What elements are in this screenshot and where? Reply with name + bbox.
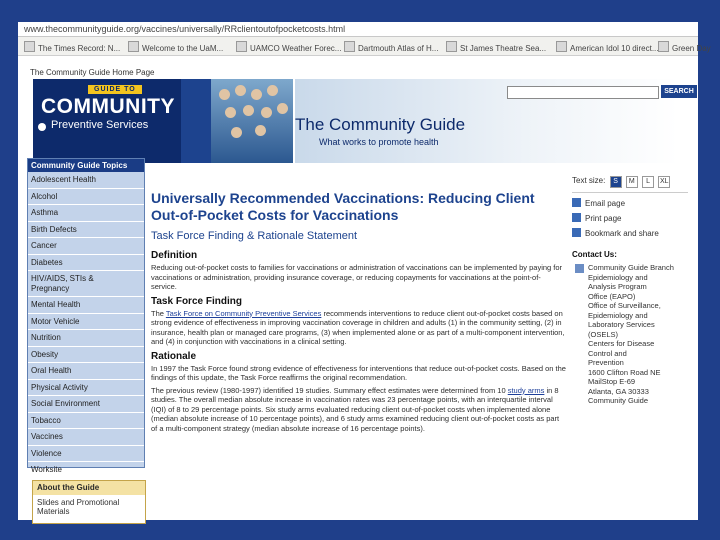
sidebar-item-diabetes[interactable]: Diabetes <box>28 255 144 272</box>
search-button[interactable]: SEARCH <box>661 85 697 98</box>
email-page-link[interactable]: Email page <box>572 198 688 208</box>
finding-heading: Task Force Finding <box>151 295 242 307</box>
bookmark-icon <box>572 228 581 237</box>
group-photo <box>211 79 293 163</box>
search-input[interactable] <box>507 86 659 99</box>
text-size-xl-button[interactable]: XL <box>658 176 670 188</box>
building-icon <box>575 264 584 273</box>
bookmark-item[interactable]: Dartmouth Atlas of H... <box>344 41 438 53</box>
rationale-heading: Rationale <box>151 350 197 362</box>
bookmark-item[interactable]: UAMCO Weather Forec... <box>236 41 341 53</box>
text-size-m-button[interactable]: M <box>626 176 638 188</box>
page-icon <box>556 41 567 52</box>
about-box <box>32 480 146 524</box>
contact-address: Community Guide Branch Epidemiology and Analysis Program Office (EAPO) Office of Surveillance, Epidemiology and Laboratory Services (OSELS) Centers for Disease Control and Prevention 1600 Clifton Road NE MailStop E-69 Atlanta, GA 30333 Community Guide <box>588 263 688 406</box>
finding-text: The Task Force on Community Preventive Services recommends interventions to reduce client out-of-pocket costs based on strong evidence of effectiveness in improving vaccination coverage in children and adults (1) in the community setting, (2) in insurance, health plan or managed care programs, (3) when implemented alone or as part of a multi-component intervention, and (4) in conjunction with vaccinations in a clinical setting. <box>151 308 565 346</box>
printer-icon <box>572 213 581 222</box>
bookmark-item[interactable]: American Idol 10 direct... <box>556 41 658 53</box>
text-size-l-button[interactable]: L <box>642 176 654 188</box>
home-page-link[interactable]: The Community Guide Home Page <box>30 68 155 77</box>
sidebar-item-nutrition[interactable]: Nutrition <box>28 330 144 347</box>
sidebar-item-adolescent-health[interactable]: Adolescent Health <box>28 172 144 189</box>
site-logo[interactable] <box>33 79 181 163</box>
right-panel <box>572 176 688 406</box>
logo-community: COMMUNITY <box>41 95 175 118</box>
page-icon <box>446 41 457 52</box>
page-subtitle: Task Force Finding & Rationale Statement <box>151 230 358 242</box>
sidebar-item-mental-health[interactable]: Mental Health <box>28 297 144 314</box>
sidebar-item-physical-activity[interactable]: Physical Activity <box>28 380 144 397</box>
slides-link[interactable]: Slides and Promotional Materials <box>37 498 120 516</box>
sidebar-item-birth-defects[interactable]: Birth Defects <box>28 222 144 239</box>
sidebar-item-tobacco[interactable]: Tobacco <box>28 413 144 430</box>
bookmarks-bar <box>18 37 711 56</box>
sidebar-item-oral-health[interactable]: Oral Health <box>28 363 144 380</box>
bookmark-item[interactable]: The Times Record: N... <box>24 41 120 53</box>
address-bar[interactable] <box>18 22 698 37</box>
browser-page <box>18 22 711 520</box>
sidebar-item-vaccines[interactable]: Vaccines <box>28 429 144 446</box>
sidebar-item-motor-vehicle[interactable]: Motor Vehicle <box>28 314 144 331</box>
rationale-text-2: The previous review (1980-1997) identified 19 studies. Summary effect estimates were determined from 10 study arms in 8 studies. The overall median absolute increase in vaccination rates was 23 percentage points, with an interquartile interval (IQI) of 8 to 29 percentage points. Six study arms evaluated reducing client out-of-pocket costs when implemented alone (median absolute increase of 10 percentage points), and 6 study arms examined reducing client out-of-pocket costs as part of a multi-component strategy (median absolute increase of 16 percentage points). <box>151 385 560 433</box>
bookmark-item[interactable]: Welcome to the UaM... <box>128 41 223 53</box>
bookmark-item[interactable]: St James Theatre Sea... <box>446 41 546 53</box>
definition-text: Reducing out-of-pocket costs to families for vaccinations or administration of vaccinations can be implemented by paying for vaccinations or administration, providing insurance coverage, or reducing copayments for vaccinations at the point-of-service. <box>151 263 563 291</box>
rationale-text-1: In 1997 the Task Force found strong evidence of effectiveness for interventions that reduce out-of-pocket costs. Based on the findings of this update, the Task Force reaffirms the original recommendation. <box>151 363 566 382</box>
sidebar-item-asthma[interactable]: Asthma <box>28 205 144 222</box>
logo-circle-icon <box>38 123 46 131</box>
community-guide-link[interactable]: Community Guide <box>588 396 649 405</box>
bookmark-item[interactable]: Green Day <box>658 41 711 53</box>
bookmark-share-link[interactable]: Bookmark and share <box>572 228 688 238</box>
banner-title-area <box>295 79 694 163</box>
page-icon <box>128 41 139 52</box>
page-title: Universally Recommended Vaccinations: Reducing Client Out-of-Pocket Costs for Vaccinations <box>151 190 535 223</box>
contact-heading: Contact Us: <box>572 250 617 259</box>
sidebar-heading: Community Guide Topics <box>28 159 144 172</box>
url-text[interactable]: www.thecommunityguide.org/vaccines/universally/RRclientoutofpocketcosts.html <box>24 24 346 34</box>
banner-stripe <box>181 79 211 163</box>
page-icon <box>658 41 669 52</box>
sidebar-item-alcohol[interactable]: Alcohol <box>28 189 144 206</box>
sidebar-item-cancer[interactable]: Cancer <box>28 238 144 255</box>
site-banner <box>33 79 694 163</box>
text-size-label: Text size: <box>572 176 606 185</box>
sidebar-item-obesity[interactable]: Obesity <box>28 347 144 364</box>
sidebar-item-violence[interactable]: Violence <box>28 446 144 463</box>
text-size-s-button[interactable]: S <box>610 176 622 188</box>
sidebar-item-worksite[interactable]: Worksite <box>28 462 144 479</box>
text-size-control <box>572 176 688 193</box>
sidebar-item-hiv-aids[interactable]: HIV/AIDS, STIs & Pregnancy <box>28 271 144 297</box>
topics-sidebar <box>27 158 145 474</box>
logo-preventive: Preventive Services <box>51 119 149 131</box>
site-tagline: What works to promote health <box>319 137 439 147</box>
sidebar-item-social-environment[interactable]: Social Environment <box>28 396 144 413</box>
print-page-link[interactable]: Print page <box>572 213 688 223</box>
site-title: The Community Guide <box>295 115 466 134</box>
about-heading[interactable]: About the Guide <box>33 481 145 495</box>
main-content <box>151 190 566 436</box>
task-force-link[interactable]: Task Force on Community Preventive Services <box>165 308 322 318</box>
study-arms-link[interactable]: study arms <box>507 385 545 395</box>
email-icon <box>572 198 581 207</box>
definition-heading: Definition <box>151 250 198 261</box>
page-icon <box>236 41 247 52</box>
logo-guide-to: GUIDE TO <box>88 85 142 94</box>
page-icon <box>24 41 35 52</box>
page-icon <box>344 41 355 52</box>
